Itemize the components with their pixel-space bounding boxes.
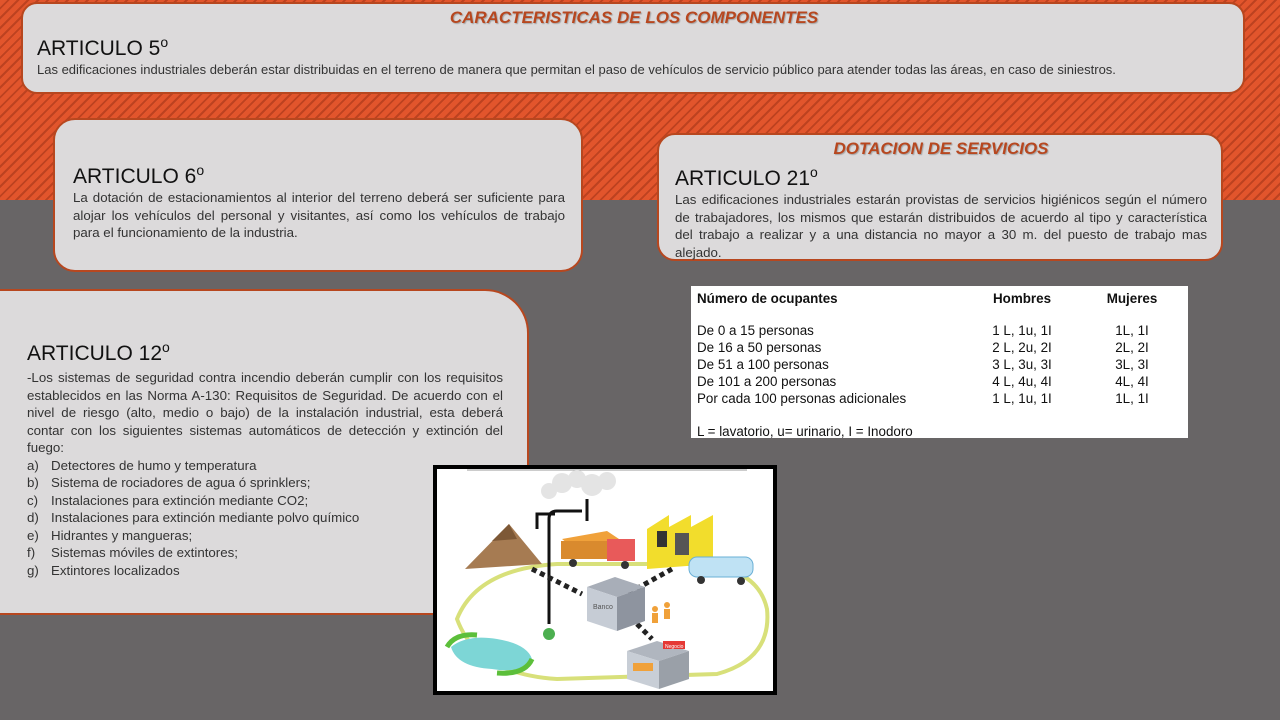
degree-mark: o — [196, 162, 205, 178]
table-legend: L = lavatorio, u= urinario, I = Inodoro — [697, 424, 913, 439]
tanker-truck-icon — [689, 557, 753, 585]
bank-building-icon — [587, 577, 670, 631]
article-5-title: ARTICULO 5$^o$ — [37, 34, 169, 60]
occupancy-table — [697, 288, 1177, 407]
smoke-cloud — [541, 470, 616, 499]
dashed-path — [637, 624, 652, 639]
diagram-illustration — [437, 469, 773, 691]
degree-mark: o — [162, 339, 170, 355]
article-12-body: -Los sistemas de seguridad contra incendio deberán cumplir con los requisitos establecidos en las Norma A-130: Requisitos de Seguridad. De acuerdo con el nivel de riesgo (alto, medio o bajo) de la instalación industrial, esta deberá contar con los siguientes sistemas automáticos de detección y extinción del fuego: — [27, 370, 503, 455]
article-6-body: La dotación de estacionamientos al interior del terreno deberá ser suficiente para alojar los vehículos del personal y visitantes, así como los vehículos de trabajo para el funcionamiento de la industria. — [73, 190, 565, 240]
industrial-site-diagram — [433, 465, 777, 695]
degree-mark: o — [810, 164, 818, 180]
table-row: De 0 a 15 personas 1 L, 1u, 1I 1L, 1I — [697, 323, 1149, 338]
pipe-line — [549, 511, 582, 624]
article-5-body: Las edificaciones industriales deberán estar distribuidas en el terreno de manera que permitan el paso de vehículos de servicio público para atender todas las áreas, en caso de siniestros. — [37, 62, 1116, 77]
fire-systems-list — [27, 457, 503, 580]
pipe-line — [537, 514, 555, 529]
bank-label: Banco — [593, 604, 613, 611]
pond-icon — [447, 628, 555, 673]
article-12-title: ARTICULO 12$^o$ — [27, 339, 170, 365]
shop-building-icon — [627, 641, 689, 689]
article-21-title: ARTICULO 21$^o$ — [675, 164, 818, 190]
table-row: De 51 a 100 personas 3 L, 3u, 3I 3L, 3I — [697, 357, 1149, 372]
list-item: c) Instalaciones para extinción mediante CO2; — [27, 492, 309, 508]
list-item: f) Sistemas móviles de extintores; — [27, 545, 238, 560]
list-item: b) Sistema de rociadores de agua ó sprinklers; — [27, 475, 311, 490]
article-6-card — [53, 118, 583, 272]
column-header: Mujeres — [1106, 290, 1158, 306]
table-row: De 101 a 200 personas 4 L, 4u, 4I 4L, 4I — [697, 374, 1149, 389]
section-title-services: DOTACION DE SERVICIOS — [833, 139, 1049, 158]
article-21-body: Las edificaciones industriales estarán provistas de servicios higiénicos según el número de trabajadores, los mismos que estarán distribuidos de acuerdo al tipo y característica del trabajo a realizar y a una distancia no mayor a 30 m. del puesto de trabajo mas alejado. — [675, 192, 1207, 260]
list-item: d) Instalaciones para extinción mediante polvo químico — [27, 510, 360, 525]
dashed-path — [532, 569, 582, 594]
article-5-card — [21, 2, 1245, 94]
list-item: a) Detectores de humo y temperatura — [27, 457, 257, 473]
section-title-components: CARACTERISTICAS DE LOS COMPONENTES — [449, 8, 819, 27]
degree-mark: o — [160, 34, 169, 50]
table-row: Por cada 100 personas adicionales 1 L, 1u, 1I 1L, 1I — [697, 391, 1149, 406]
list-item: g) Extintores localizados — [27, 562, 180, 578]
column-header: Número de ocupantes — [697, 290, 838, 306]
shop-label: Negocio — [665, 644, 684, 650]
table-row: De 16 a 50 personas 2 L, 2u, 2I 2L, 2I — [697, 340, 1149, 355]
table-header-row — [697, 288, 1177, 308]
article-21-card — [657, 133, 1223, 261]
article-6-title: ARTICULO 6$^o$ — [73, 162, 205, 188]
occupancy-table-image — [691, 286, 1188, 438]
column-header: Hombres — [992, 290, 1052, 306]
list-item: e) Hidrantes y mangueras; — [27, 527, 193, 543]
